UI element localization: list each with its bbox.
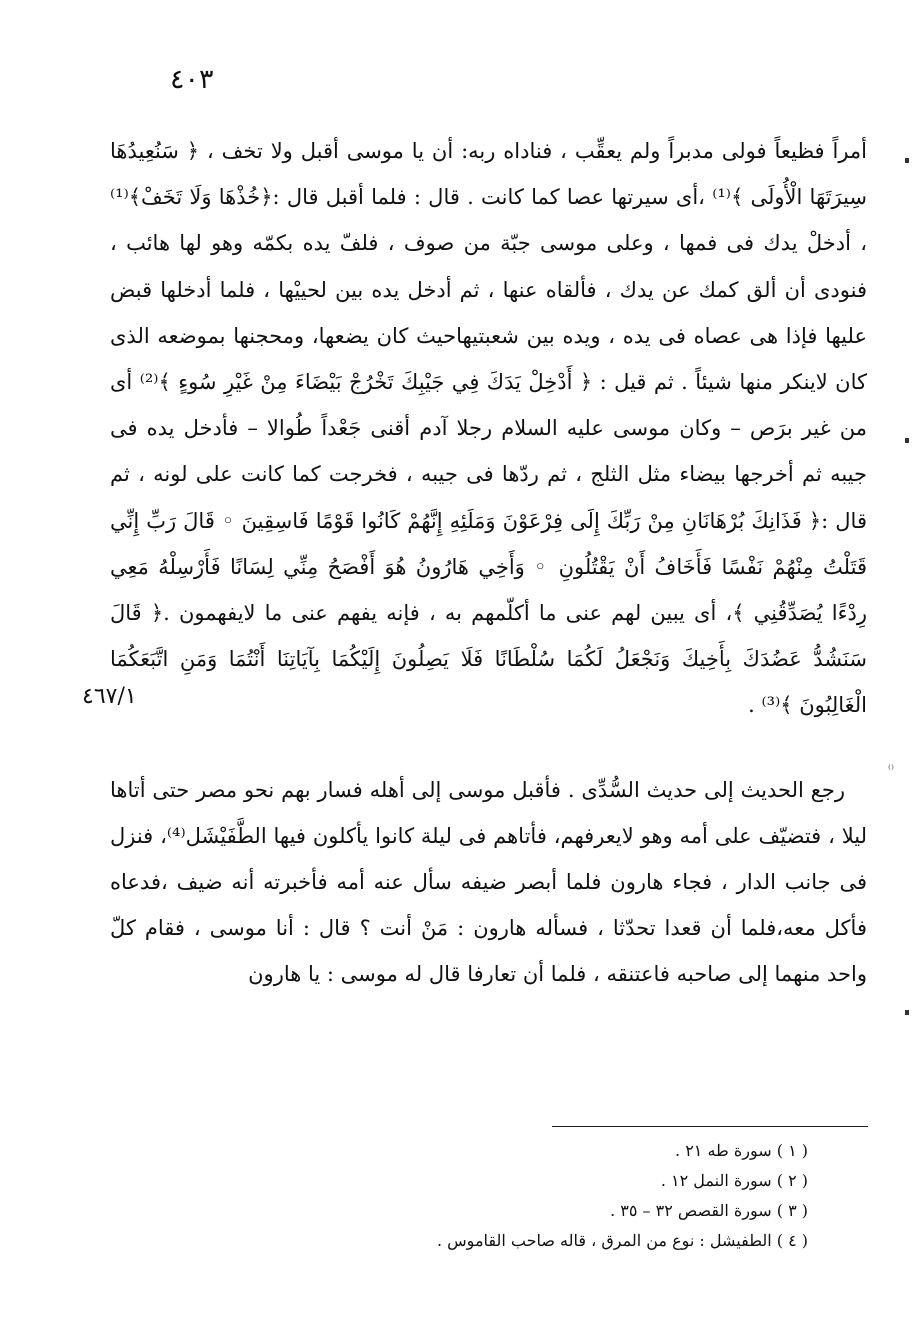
footnote-1: ( ١ ) سورة طه ٢١ .	[675, 1141, 808, 1160]
footnote-2: ( ٢ ) سورة النمل ١٢ .	[660, 1171, 808, 1190]
edge-mark-middle	[905, 438, 909, 443]
footnote-divider	[552, 1126, 868, 1127]
footnote-4: ( ٤ ) الطفيشل : نوع من المرق ، قاله صاحب القاموس .	[436, 1231, 808, 1250]
main-text	[110, 128, 867, 998]
edge-mark-top	[905, 158, 909, 163]
page-number: ٤٠٣	[170, 64, 214, 95]
paragraph-1: أمراً فظيعاً فولى مدبراً ولم يعقِّب ، فناداه ربه: أن يا موسى أقبل ولا تخف ، ﴿ سَنُعِيدُهَا سِيرَتَهَا الْأُولَى ﴾⁽¹⁾ ،أى سيرتها عصا كما كانت . قال : فلما أقبل قال :﴿خُذْهَا وَلَا تَخَفْ﴾⁽¹⁾ ، أدخلْ يدك فى فمها ، وعلى موسى جبّة من صوف ، فلفّ يده بكمّه وهو لها هائب ، فنودى أن ألق كمك عن يدك ، فألقاه عنها ، ثم أدخل يده بين لحييْها ، فلما أدخلها قبض عليها فإذا هى عصاه فى يده ، ويده بين شعبتيهاحيث كان يضعها، ومحجنها بموضعه الذى كان لاينكر منها شيئاً . ثم قيل : ﴿ أَدْخِلْ يَدَكَ فِي جَيْبِكَ تَخْرُجْ بَيْضَاءَ مِنْ غَيْرِ سُوءٍ ﴾⁽²⁾ أى من غير برَص – وكان موسى عليه السلام رجلا آدم أقنى جَعْداً طُوالا – فأدخل يده فى جيبه ثم أخرجها بيضاء مثل الثلج ، ثم ردّها فى جيبه ، فخرجت كما كانت على لونه ، ثم قال :﴿ فَذَانِكَ بُرْهَانَانِ مِنْ رَبِّكَ إِلَى فِرْعَوْنَ وَمَلَئِهِ إِنَّهُمْ كَانُوا قَوْمًا فَاسِقِينَ ◦ قَالَ رَبِّ إِنِّي قَتَلْتُ مِنْهُمْ نَفْسًا فَأَخَافُ أَنْ يَقْتُلُونِ ◦ وَأَخِي هَارُونُ هُوَ أَفْصَحُ مِنِّي لِسَانًا فَأَرْسِلْهُ مَعِي رِدْءًا يُصَدِّقُنِي ﴾، أى يبين لهم عنى ما أكلّمهم به ، فإنه يفهم عنى ما لايفهمون .﴿ قَالَ سَنَشُدُّ عَضُدَكَ بِأَخِيكَ وَنَجْعَلُ لَكُمَا سُلْطَانًا فَلَا يَصِلُونَ إِلَيْكُمَا بِآيَاتِنَا أَنْتُمَا وَمَنِ اتَّبَعَكُمَا الْغَالِبُونَ ﴾⁽³⁾ .	[110, 139, 868, 718]
footnote-3: ( ٣ ) سورة القصص ٣٢ – ٣٥ .	[610, 1201, 808, 1220]
small-ornament-icon: ⁽⁾	[888, 762, 894, 776]
edge-mark-bottom	[905, 1010, 909, 1015]
paragraph-2: رجع الحديث إلى حديث السُّدِّى . فأقبل موسى إلى أهله فسار بهم نحو مصر حتى أتاها ليلا ، فتضيّف على أمه وهو لايعرفهم، فأتاهم فى ليلة كانوا يأكلون فيها الطَّفَيْشَل⁽⁴⁾، فنزل فى جانب الدار ، فجاء هارون فلما أبصر ضيفه سأل عنه أمه فأخبرته أنه ضيف ،فدعاه فأكل معه،فلما أن قعدا تحدّثا ، فسأله هارون : مَنْ أنت ؟ قال : أنا موسى ، فقام كلّ واحد منهما إلى صاحبه فاعتنقه ، فلما أن تعارفا قال له موسى : يا هارون	[110, 777, 867, 987]
footnotes	[360, 1136, 808, 1256]
margin-reference: ٤٦٧/١	[82, 684, 137, 709]
